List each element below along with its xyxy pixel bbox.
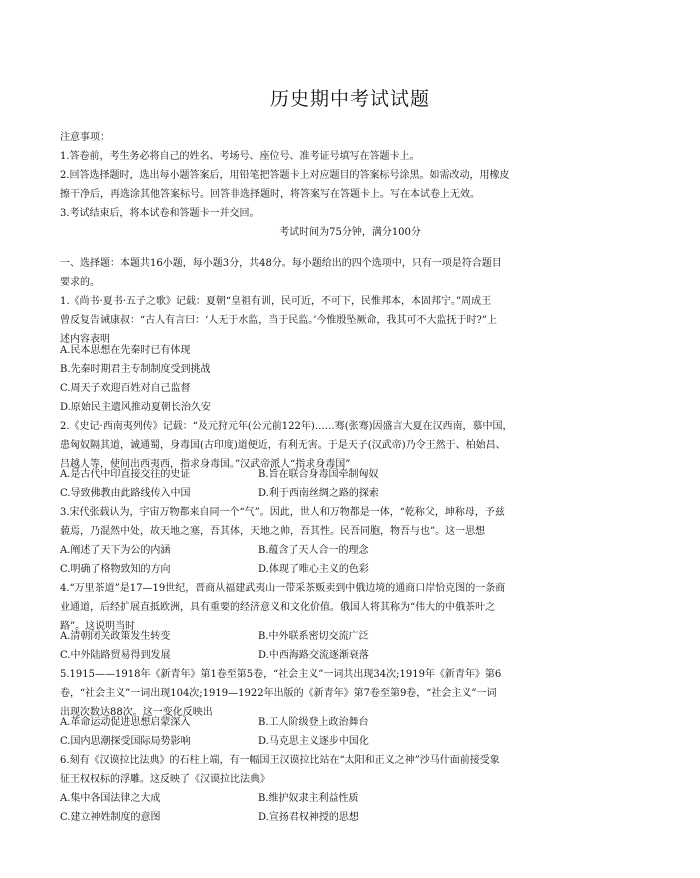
question-3-option-a[interactable]: A.阐述了天下为公的内涵 (60, 545, 171, 556)
question-5-option-c[interactable]: C.国内思潮探受国际局势影响 (60, 736, 191, 747)
question-2-option-d[interactable]: D.利于西南丝绸之路的探索 (258, 488, 379, 499)
question-6-option-a[interactable]: A.集中各国法律之大成 (60, 793, 161, 804)
question-3-option-d[interactable]: D.体现了唯心主义的色彩 (258, 564, 369, 575)
question-4-stem: 路”。这说明当时 (60, 621, 136, 632)
question-2-stem: 2.《史记·西南夷列传》记载：“及元狩元年(公元前122年)……骞(张骞)因盛言大夏在汉西南，慕中国， (60, 421, 513, 432)
question-1-option-c[interactable]: C.周天子欢迎百姓对自己监督 (60, 383, 191, 394)
question-1-option-a[interactable]: A.民本思想在先秦时已有体现 (60, 345, 191, 356)
notice-item: 擦干净后，再选涂其他答案标号。回答非选择题时，将答案写在答题卡上。写在本试卷上无效。 (60, 189, 480, 200)
question-3-option-c[interactable]: C.明确了格物致知的方向 (60, 564, 171, 575)
question-6-stem: 6.刻有《汉谟拉比法典》的石柱上端，有一幅国王汉谟拉比站在“太阳和正义之神”沙马什面前接受象 (60, 755, 500, 766)
question-3-stem: 藐焉，乃混然中处，故天地之塞，吾其体，天地之帅，吾其性。民吾同胞，物吾与也”。这一思想 (60, 526, 486, 537)
notice-item: 1.答卷前，考生务必将自己的姓名、考场号、座位号、准考证号填写在答题卡上。 (60, 151, 420, 162)
notice-heading: 注意事项： (60, 132, 110, 143)
section-intro: 一、选择题：本题共16小题，每小题3分，共48分。每小题给出的四个选项中，只有一项是符合题目 (60, 258, 502, 269)
question-5-stem: 卷，“社会主义”一词出现104次;1919—1922年出版的《新青年》第7卷至第9卷，“社会主义”一词 (60, 688, 497, 699)
question-2-stem: 患匈奴隔其道，诚通蜀，身毒国(古印度)道便近，有利无害。于是天子(汉武帝)乃令王然于、柏始昌、 (60, 440, 506, 451)
question-2-option-a[interactable]: A.是古代中印直接交往的史证 (60, 469, 191, 480)
question-6-option-b[interactable]: B.维护奴隶主利益性质 (258, 793, 359, 804)
question-2-option-c[interactable]: C.导致佛教由此路线传入中国 (60, 488, 191, 499)
page-title: 历史期中考试试题 (269, 88, 430, 110)
question-3-option-b[interactable]: B.蕴含了天人合一的理念 (258, 545, 369, 556)
question-5-stem: 出现次数达88次。这一变化反映出 (60, 707, 213, 718)
question-5-stem: 5.1915——1918年《新青年》第1卷至第5卷，“社会主义”一词共出现34次;1919年《新青年》第6 (60, 669, 502, 680)
question-4-stem: 业通道，后经扩展直抵欧洲，具有重要的经济意义和文化价值。俄国人将其称为“伟大的中俄茶叶之 (60, 602, 496, 613)
question-5-option-b[interactable]: B.工人阶级登上政治舞台 (258, 717, 369, 728)
question-4-option-a[interactable]: A.清朝闭关政策发生转变 (60, 631, 171, 642)
question-5-option-d[interactable]: D.马克思主义逐步中国化 (258, 736, 369, 747)
question-6-option-d[interactable]: D.宣扬君权神授的思想 (258, 812, 359, 823)
notice-item: 3.考试结束后，将本试卷和答题卡一并交回。 (60, 208, 260, 219)
question-6-stem: 征王权权标的浮雕。这反映了《汉谟拉比法典》 (60, 774, 270, 785)
question-2-stem: 吕越人等，使间出西夷西，指求身毒国。”汉武帝派人“指求身毒国” (60, 459, 351, 470)
question-1-option-b[interactable]: B.先秦时期君主专制制度受到挑战 (60, 364, 211, 375)
question-1-stem: 曾反复告诫康叔：“古人有言曰：‘人无于水监，当于民监。’今惟殷坠厥命，我其可不大监抚于时?”上 (60, 315, 497, 326)
exam-time-info: 考试时间为75分钟，满分100分 (279, 227, 421, 238)
question-2-option-b[interactable]: B.旨在联合身毒国牵制匈奴 (258, 469, 379, 480)
question-5-option-a[interactable]: A.革命运动促进思想启蒙深入 (60, 717, 191, 728)
question-4-stem: 4.“万里茶道”是17—19世纪，晋商从福建武夷山一带采茶贩卖到中俄边境的通商口岸恰克图的一条商 (60, 583, 506, 594)
question-4-option-d[interactable]: D.中西海路交流逐渐衰落 (258, 650, 369, 661)
question-1-stem: 1.《尚书·夏书·五子之歌》记载：夏朝“皇祖有训，民可近，不可下，民惟邦本，本固邦宁。”周成王 (60, 296, 492, 307)
section-intro: 要求的。 (60, 277, 100, 288)
question-4-option-c[interactable]: C.中外陆路贸易得到发展 (60, 650, 171, 661)
question-4-option-b[interactable]: B.中外联系密切交流广泛 (258, 631, 369, 642)
question-1-stem: 述内容表明 (60, 334, 110, 345)
notice-item: 2.回答选择题时，选出每小题答案后，用铅笔把答题卡上对应题目的答案标号涂黑。如需改动，用橡皮 (60, 170, 510, 181)
question-1-option-d[interactable]: D.原始民主遗风推动夏朝长治久安 (60, 402, 211, 413)
question-6-option-c[interactable]: C.建立神姓制度的意图 (60, 812, 161, 823)
question-3-stem: 3.宋代张载认为，宇宙万物都来自同一个“气”。因此，世人和万物都是一体，“乾称父，坤称母，予兹 (60, 507, 505, 518)
